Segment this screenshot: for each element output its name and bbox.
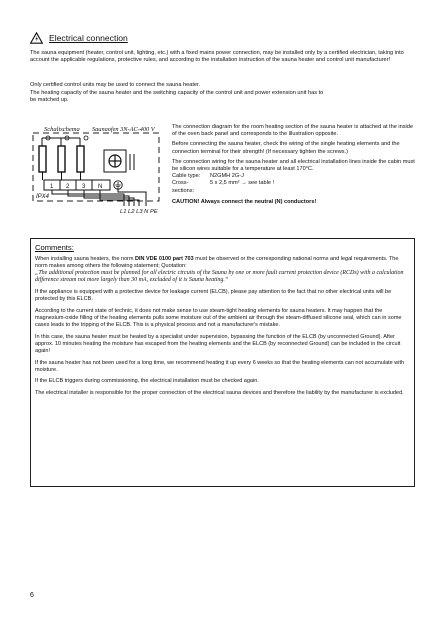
section-heading: [30, 32, 128, 44]
notes-paragraph-1: The connection diagram for the room heating section of the sauna heater is attached at the inside of the oven back panel and corresponds to the illustration opposite.: [172, 124, 413, 138]
diagram-bottom-terminals: L1 L2 L3 N PE: [120, 209, 158, 215]
intro-paragraph-3: The heating capacity of the sauna heater and the switching capacity of the control unit and power extension unit has to be matched up.: [30, 90, 324, 104]
wiring-diagram: [30, 124, 164, 216]
cable-type-label: Cable type:: [172, 173, 201, 180]
diagram-label-left: Schaltschema: [44, 126, 80, 133]
terminal-3: 3: [82, 184, 86, 190]
cable-spec: [172, 173, 417, 195]
connection-notes: [172, 124, 417, 209]
cross-section-label: Cross-sections:: [172, 180, 195, 194]
comments-paragraph-6: If the ELCB triggers during commissioning, the electrical installation must be checked again.: [35, 378, 259, 385]
page-title: Electrical connection: [49, 33, 128, 43]
comments-box: [30, 238, 415, 487]
page-number: 6: [30, 592, 34, 599]
notes-paragraph-2: Before connecting the sauna heater, check the wiring of the single heating elements and the connection terminal for their strength! (If necessary tighten the screws.): [172, 141, 400, 155]
comments-title: Comments:: [35, 243, 74, 252]
comments-paragraph-2: If the appliance is equipped with a protective device for leakage current (ELCB), please pay attention to the fact that no other electrical units will be protected by this ELCB.: [35, 288, 392, 303]
notes-paragraph-3: The connection wiring for the sauna heater and all electrical installation lines inside the cabin must be silicon wires suitable for a temperature at least 170°C.: [172, 158, 415, 173]
diagram-ipx-label: IPX4: [36, 194, 50, 200]
terminal-1: 1: [50, 184, 54, 190]
warning-triangle-icon: [30, 32, 43, 44]
comments-paragraph-1: When installing sauna heaters, the norm DIN VDE 0100 part 703 must be observed or the corresponding national norms and legal requirements. The norm makes among others the following statement; Quotation: „The additional protection must be planned for all electric circuits of the Sauna by one or more fault current protection device (RCDs) with a calculation difference stream not more largely than 30 mA, excluded of it is Sauna heating.“: [35, 256, 404, 284]
intro-paragraph-1: The sauna equipment (heater, control unit, lighting, etc.) with a fixed mains power connection, may be installed only by a certified electrician, taking into account the applicable regulations, protective rules, and according to the installation instruction of the sauna heater and control unit manufacturer!: [30, 50, 404, 64]
terminal-n: N: [98, 184, 103, 190]
comments-body: [35, 256, 411, 402]
comments-paragraph-5: If the sauna heater has not been used for a long time, we recommend heating it up every 6 weeks so that the heating elements can not accumulate with moisture.: [35, 359, 405, 373]
cable-type-value: N2GMH 2G-J: [210, 173, 244, 180]
caution-note: CAUTION! Always connect the neutral (N) conductors!: [172, 198, 317, 205]
intro-paragraph-2: Only certified control units may be used to connect the sauna heater.: [30, 82, 201, 88]
comments-paragraph-3: According to the current state of technic, it does not make sense to use steam-tight heating elements for sauna heaters. It may happen that the magnesium-oxide filling of the heating elements pulls some moisture out of the ambient air through the steam-diffused silicone seal, which can in some cases leads to the tripping of the ELCB. This is a physical process and not a manufacturer's mistake.: [35, 307, 402, 328]
wiring-diagram-svg: [30, 124, 164, 216]
diagram-label-right: Saunaofen 3N-AC-400 V: [92, 126, 155, 133]
terminal-2: 2: [66, 184, 70, 190]
comments-paragraph-7: The electrical installer is responsible for the proper connection of the electrical sauna devices and therefore the liability by the manufacturer is excluded.: [35, 389, 404, 396]
norm-reference: DIN VDE 0100 part 703: [134, 256, 194, 262]
cross-section-value: 5 x 2,5 mm² → see table !: [210, 180, 275, 187]
comments-paragraph-4: In this case, the sauna heater must be heated by a specialist under supervision, bypassing the function of the ELCB (by unconnected Ground). After approx. 10 minutes heating the moisture has escaped from the heating elements and the ELCB (by reconnected Ground) can be included in the circuit again!: [35, 333, 401, 354]
norm-quote: „The additional protection must be planned for all electric circuits of the Sauna by one or more fault current protection device (RCDs) with a calculation difference stream not more largely than 30 mA, excluded of it is Sauna heating.“: [35, 270, 404, 284]
